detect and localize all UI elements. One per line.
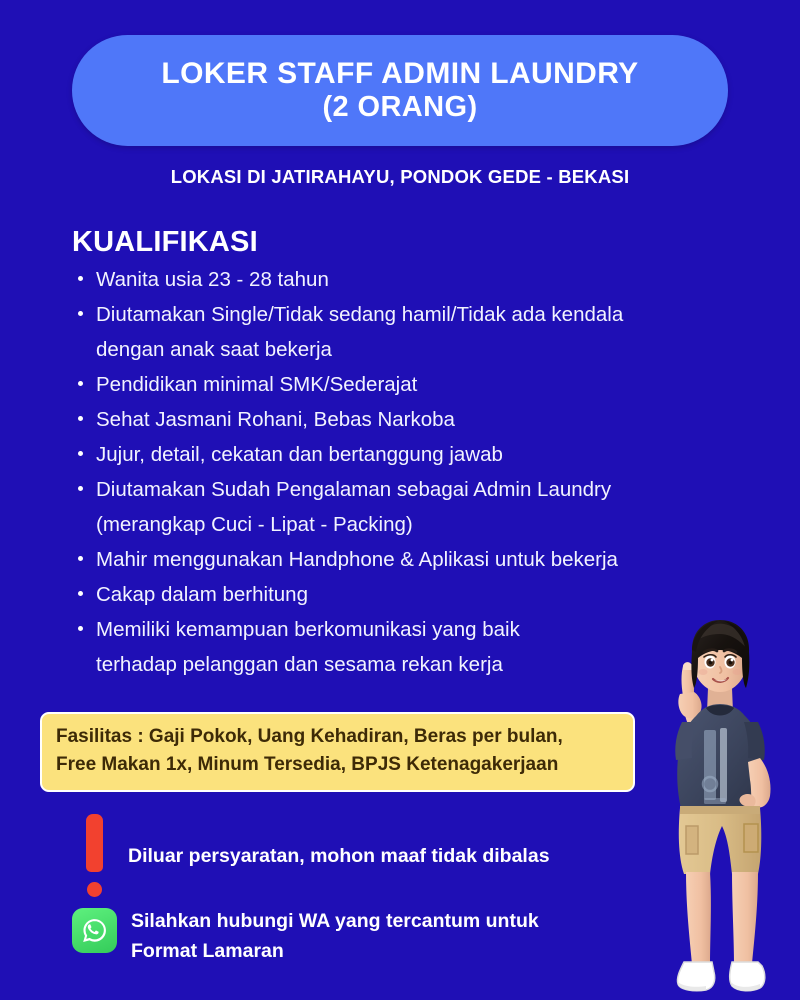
whatsapp-contact-text bbox=[131, 906, 539, 966]
exclamation-mark-icon bbox=[78, 812, 114, 900]
header-title-line2: (2 ORANG) bbox=[322, 91, 478, 124]
bullet-icon bbox=[78, 591, 83, 596]
warning-text: Diluar persyaratan, mohon maaf tidak dibalas bbox=[128, 844, 550, 867]
qualification-text-continued: terhadap pelanggan dan sesama rekan kerja bbox=[96, 653, 503, 676]
qualification-text: Sehat Jasmani Rohani, Bebas Narkoba bbox=[96, 408, 455, 431]
qualification-text: Memiliki kemampuan berkomunikasi yang baik bbox=[96, 618, 520, 641]
header-title-line1: LOKER STAFF ADMIN LAUNDRY bbox=[161, 57, 639, 91]
bullet-icon bbox=[78, 311, 83, 316]
facilities-box bbox=[40, 712, 635, 792]
facilities-line2: Free Makan 1x, Minum Tersedia, BPJS Ketenagakerjaan bbox=[56, 754, 559, 775]
bullet-icon bbox=[78, 486, 83, 491]
qualification-item bbox=[72, 437, 744, 472]
qualification-text: Pendidikan minimal SMK/Sederajat bbox=[96, 373, 418, 396]
qualification-text: Diutamakan Sudah Pengalaman sebagai Admin Laundry bbox=[96, 478, 612, 501]
bullet-icon bbox=[78, 626, 83, 631]
qualification-item bbox=[72, 612, 744, 682]
qualification-item bbox=[72, 577, 744, 612]
qualifications-heading: KUALIFIKASI bbox=[72, 226, 258, 258]
qualification-text: Jujur, detail, cekatan dan bertanggung jawab bbox=[96, 443, 503, 466]
bullet-icon bbox=[78, 556, 83, 561]
bullet-icon bbox=[78, 381, 83, 386]
qualification-item bbox=[72, 297, 744, 367]
whatsapp-contact-row[interactable] bbox=[72, 906, 539, 966]
qualification-item bbox=[72, 402, 744, 437]
bullet-icon bbox=[78, 276, 83, 281]
qualification-text: Cakap dalam berhitung bbox=[96, 583, 308, 606]
qualifications-list bbox=[72, 262, 744, 682]
facilities-line1: Fasilitas : Gaji Pokok, Uang Kehadiran, Beras per bulan, bbox=[56, 726, 563, 747]
bullet-icon bbox=[78, 451, 83, 456]
qualification-item bbox=[72, 367, 744, 402]
header-banner bbox=[72, 35, 728, 146]
qualification-text: Wanita usia 23 - 28 tahun bbox=[96, 268, 329, 291]
qualification-text-continued: dengan anak saat bekerja bbox=[96, 338, 332, 361]
qualification-text: Mahir menggunakan Handphone & Aplikasi untuk bekerja bbox=[96, 548, 618, 571]
qualification-item bbox=[72, 262, 744, 297]
whatsapp-text-line2: Format Lamaran bbox=[131, 940, 284, 962]
qualification-text-continued: (merangkap Cuci - Lipat - Packing) bbox=[96, 513, 413, 536]
bullet-icon bbox=[78, 416, 83, 421]
whatsapp-icon[interactable] bbox=[72, 908, 117, 953]
qualification-item bbox=[72, 472, 744, 542]
warning-row bbox=[78, 812, 678, 900]
location-text: LOKASI DI JATIRAHAYU, PONDOK GEDE - BEKASI bbox=[170, 166, 630, 187]
whatsapp-text-line1: Silahkan hubungi WA yang tercantum untuk bbox=[131, 910, 539, 932]
qualification-item bbox=[72, 542, 744, 577]
qualification-text: Diutamakan Single/Tidak sedang hamil/Tidak ada kendala bbox=[96, 303, 624, 326]
